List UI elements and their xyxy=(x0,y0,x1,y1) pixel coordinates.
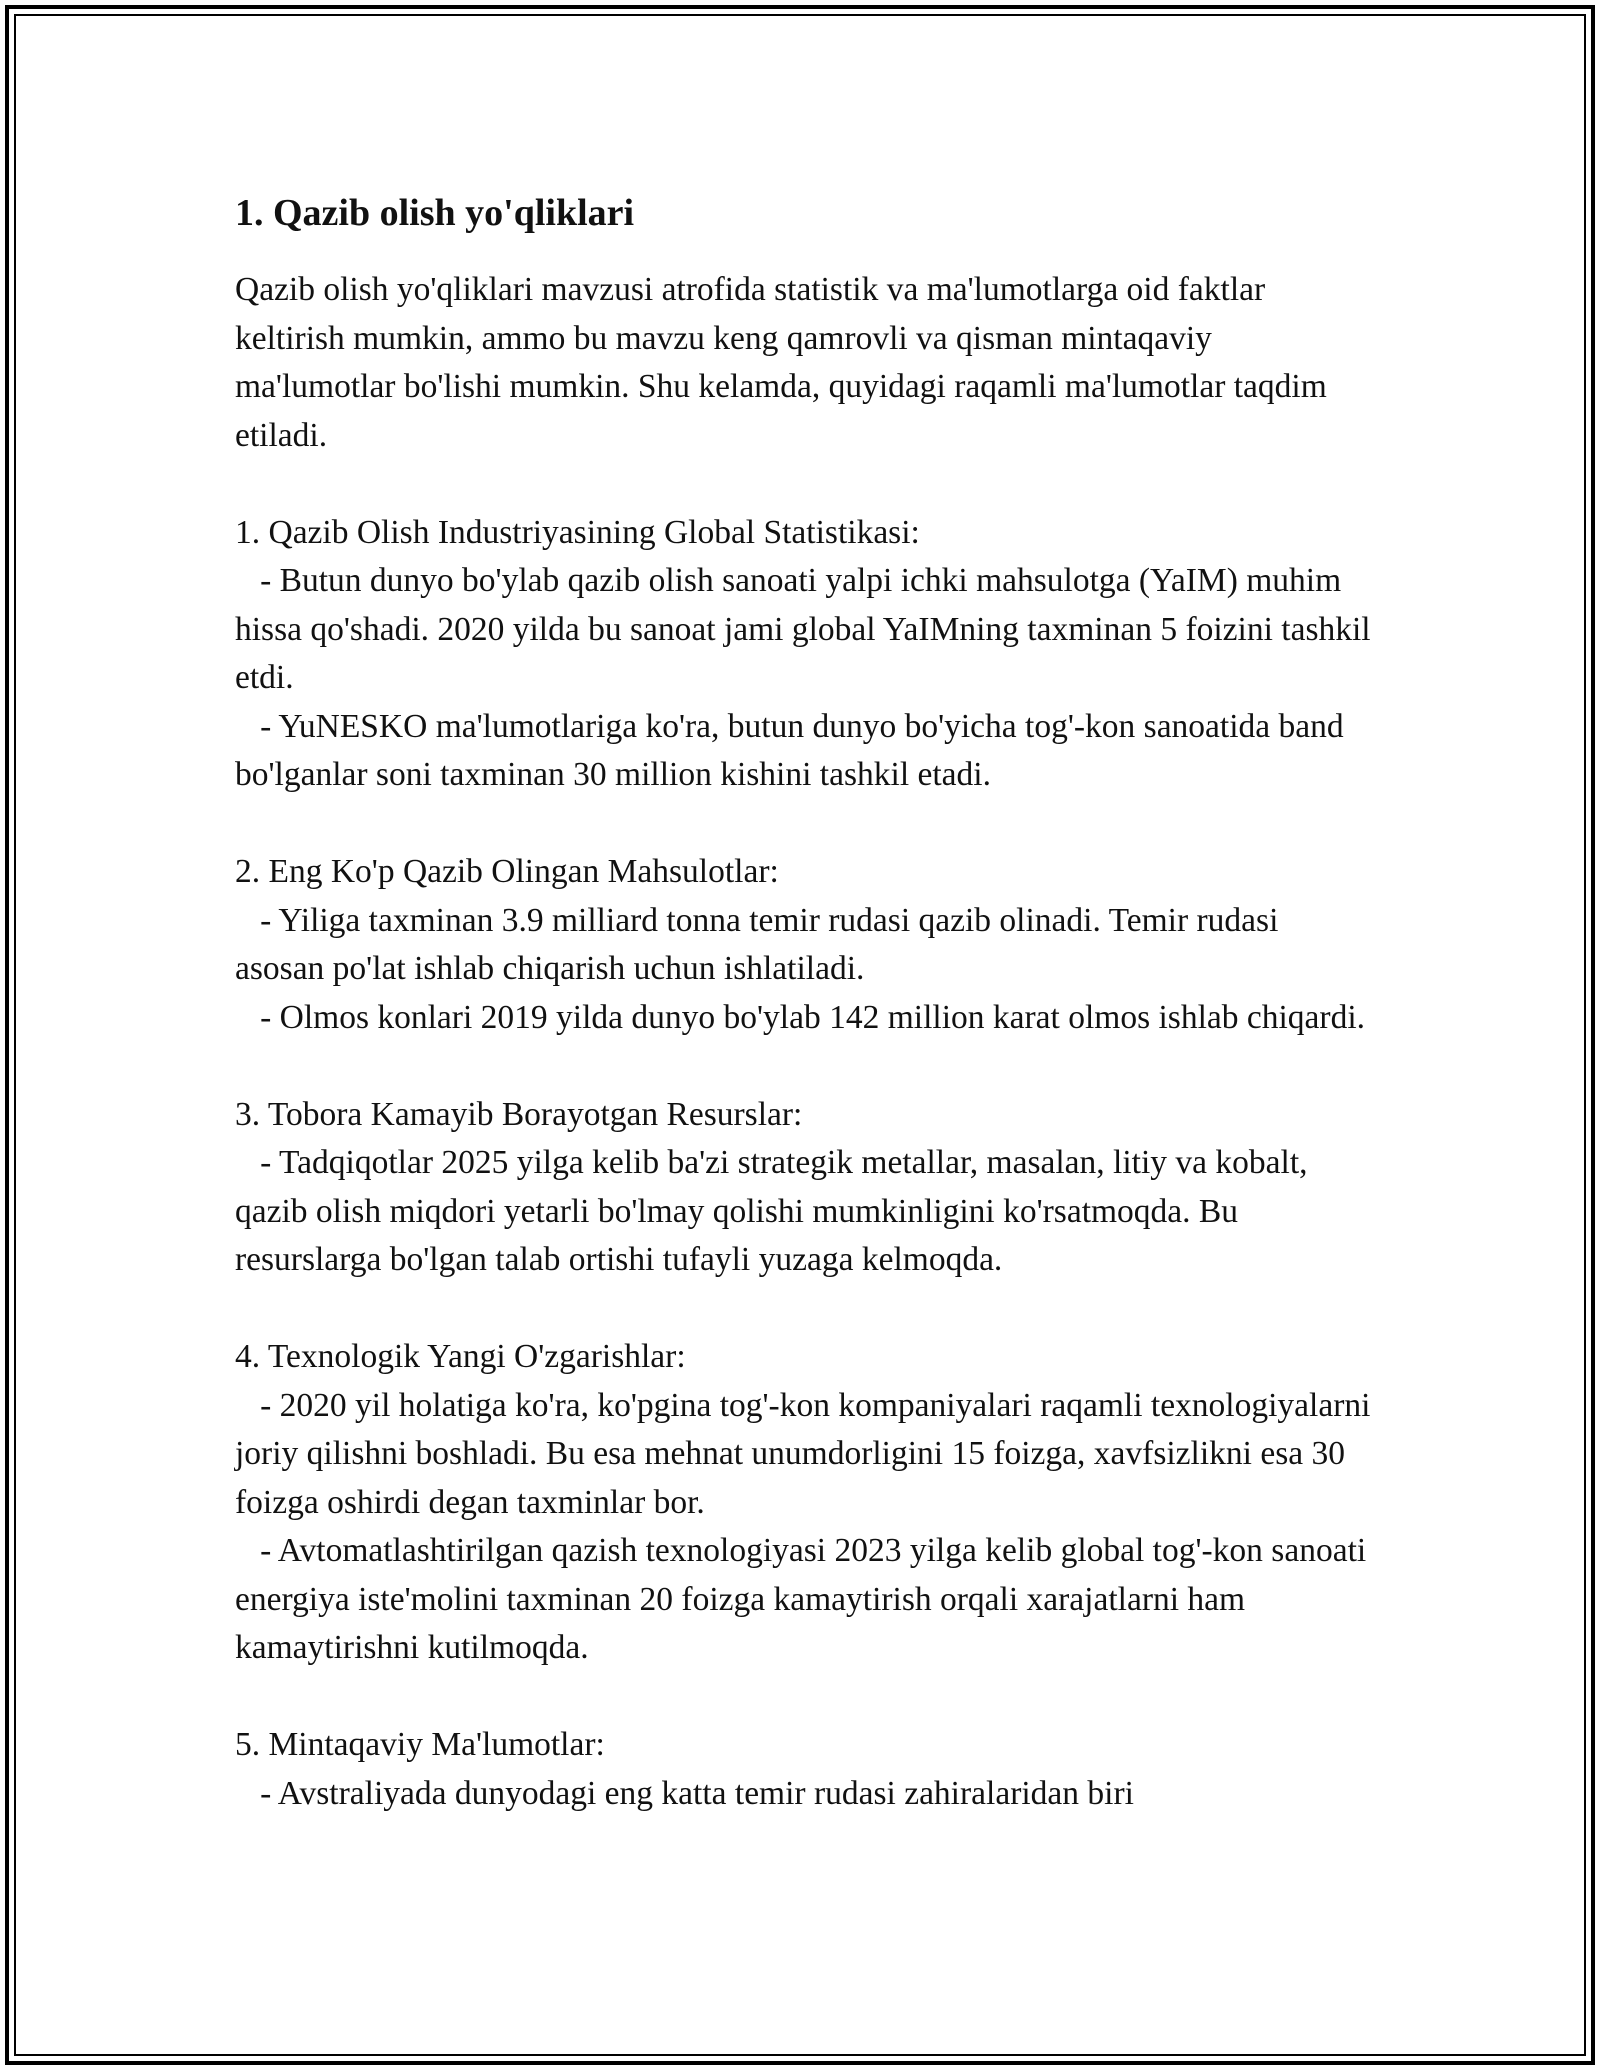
paragraph-gap xyxy=(235,1285,1375,1334)
paragraph-gap xyxy=(235,460,1375,509)
section-3 xyxy=(235,1091,1375,1285)
section-item: - Avtomatlashtirilgan qazish texnologiyasi 2023 yilga kelib global tog'-kon sanoati energiya iste'molini taxminan 20 foizga kamaytirish orqali xarajatlarni ham kamaytirishni kutilmoqda. xyxy=(235,1532,1375,1666)
paragraph-gap xyxy=(235,1042,1375,1091)
section-4 xyxy=(235,1333,1379,1673)
section-heading: 2. Eng Ko'p Qazib Olingan Mahsulotlar: xyxy=(235,853,779,890)
paragraph-gap xyxy=(235,1673,1375,1722)
intro-paragraph: Qazib olish yo'qliklari mavzusi atrofida statistik va ma'lumotlarga oid faktlar keltirish mumkin, ammo bu mavzu keng qamrovli va qisman mintaqaviy ma'lumotlar bo'lishi mumkin. Shu kelamda, quyidagi raqamli ma'lumotlar taqdim etiladi. xyxy=(235,271,1327,454)
section-item: - Olmos konlari 2019 yilda dunyo bo'ylab 142 million karat olmos ishlab chiqardi. xyxy=(235,998,1366,1036)
section-item: - 2020 yil holatiga ko'ra, ko'pgina tog'-kon kompaniyalari raqamli texnologiyalarni joriy qilishni boshladi. Bu esa mehnat unumdorligini 15 foizga, xavfsizlikni esa 30 foizga oshirdi degan taxminlar bor. xyxy=(235,1386,1379,1521)
document-body xyxy=(235,180,1379,1818)
paragraph-gap xyxy=(235,800,1375,849)
section-heading: 3. Tobora Kamayib Borayotgan Resurslar: xyxy=(235,1095,803,1133)
section-item: - Tadqiqotlar 2025 yilga kelib ba'zi strategik metallar, masalan, litiy va kobalt, qazib olish miqdori yetarli bo'lmay qolishi mumkinligini ko'rsatmoqda. Bu resurslarga bo'lgan talab ortishi tufayli yuzaga kelmoqda. xyxy=(235,1144,1316,1278)
section-heading: 1. Qazib Olish Industriyasining Global Statistikasi: xyxy=(235,513,920,551)
section-item: - Yiliga taxminan 3.9 milliard tonna temir rudasi qazib olinadi. Temir rudasi asosan po'lat ishlab chiqarish uchun ishlatiladi. xyxy=(235,901,1287,987)
section-1 xyxy=(235,509,1379,800)
section-5 xyxy=(235,1721,1375,1818)
document-title: 1. Qazib olish yo'qliklari xyxy=(235,192,635,234)
section-item: - YuNESKO ma'lumotlariga ko'ra, butun dunyo bo'yicha tog'-kon sanoatida band bo'lganlar soni taxminan 30 million kishini tashkil etadi. xyxy=(235,707,1353,793)
section-item: - Butun dunyo bo'ylab qazib olish sanoati yalpi ichki mahsulotga (YaIM) muhim hissa qo'shadi. 2020 yilda bu sanoat jami global YaIMning taxminan 5 foizini tashkil etdi. xyxy=(235,562,1379,696)
section-heading: 5. Mintaqaviy Ma'lumotlar: xyxy=(235,1726,605,1763)
section-2 xyxy=(235,848,1375,1042)
section-heading: 4. Texnologik Yangi O'zgarishlar: xyxy=(235,1338,686,1375)
section-item: - Avstraliyada dunyodagi eng katta temir rudasi zahiralaridan biri xyxy=(235,1774,1134,1812)
